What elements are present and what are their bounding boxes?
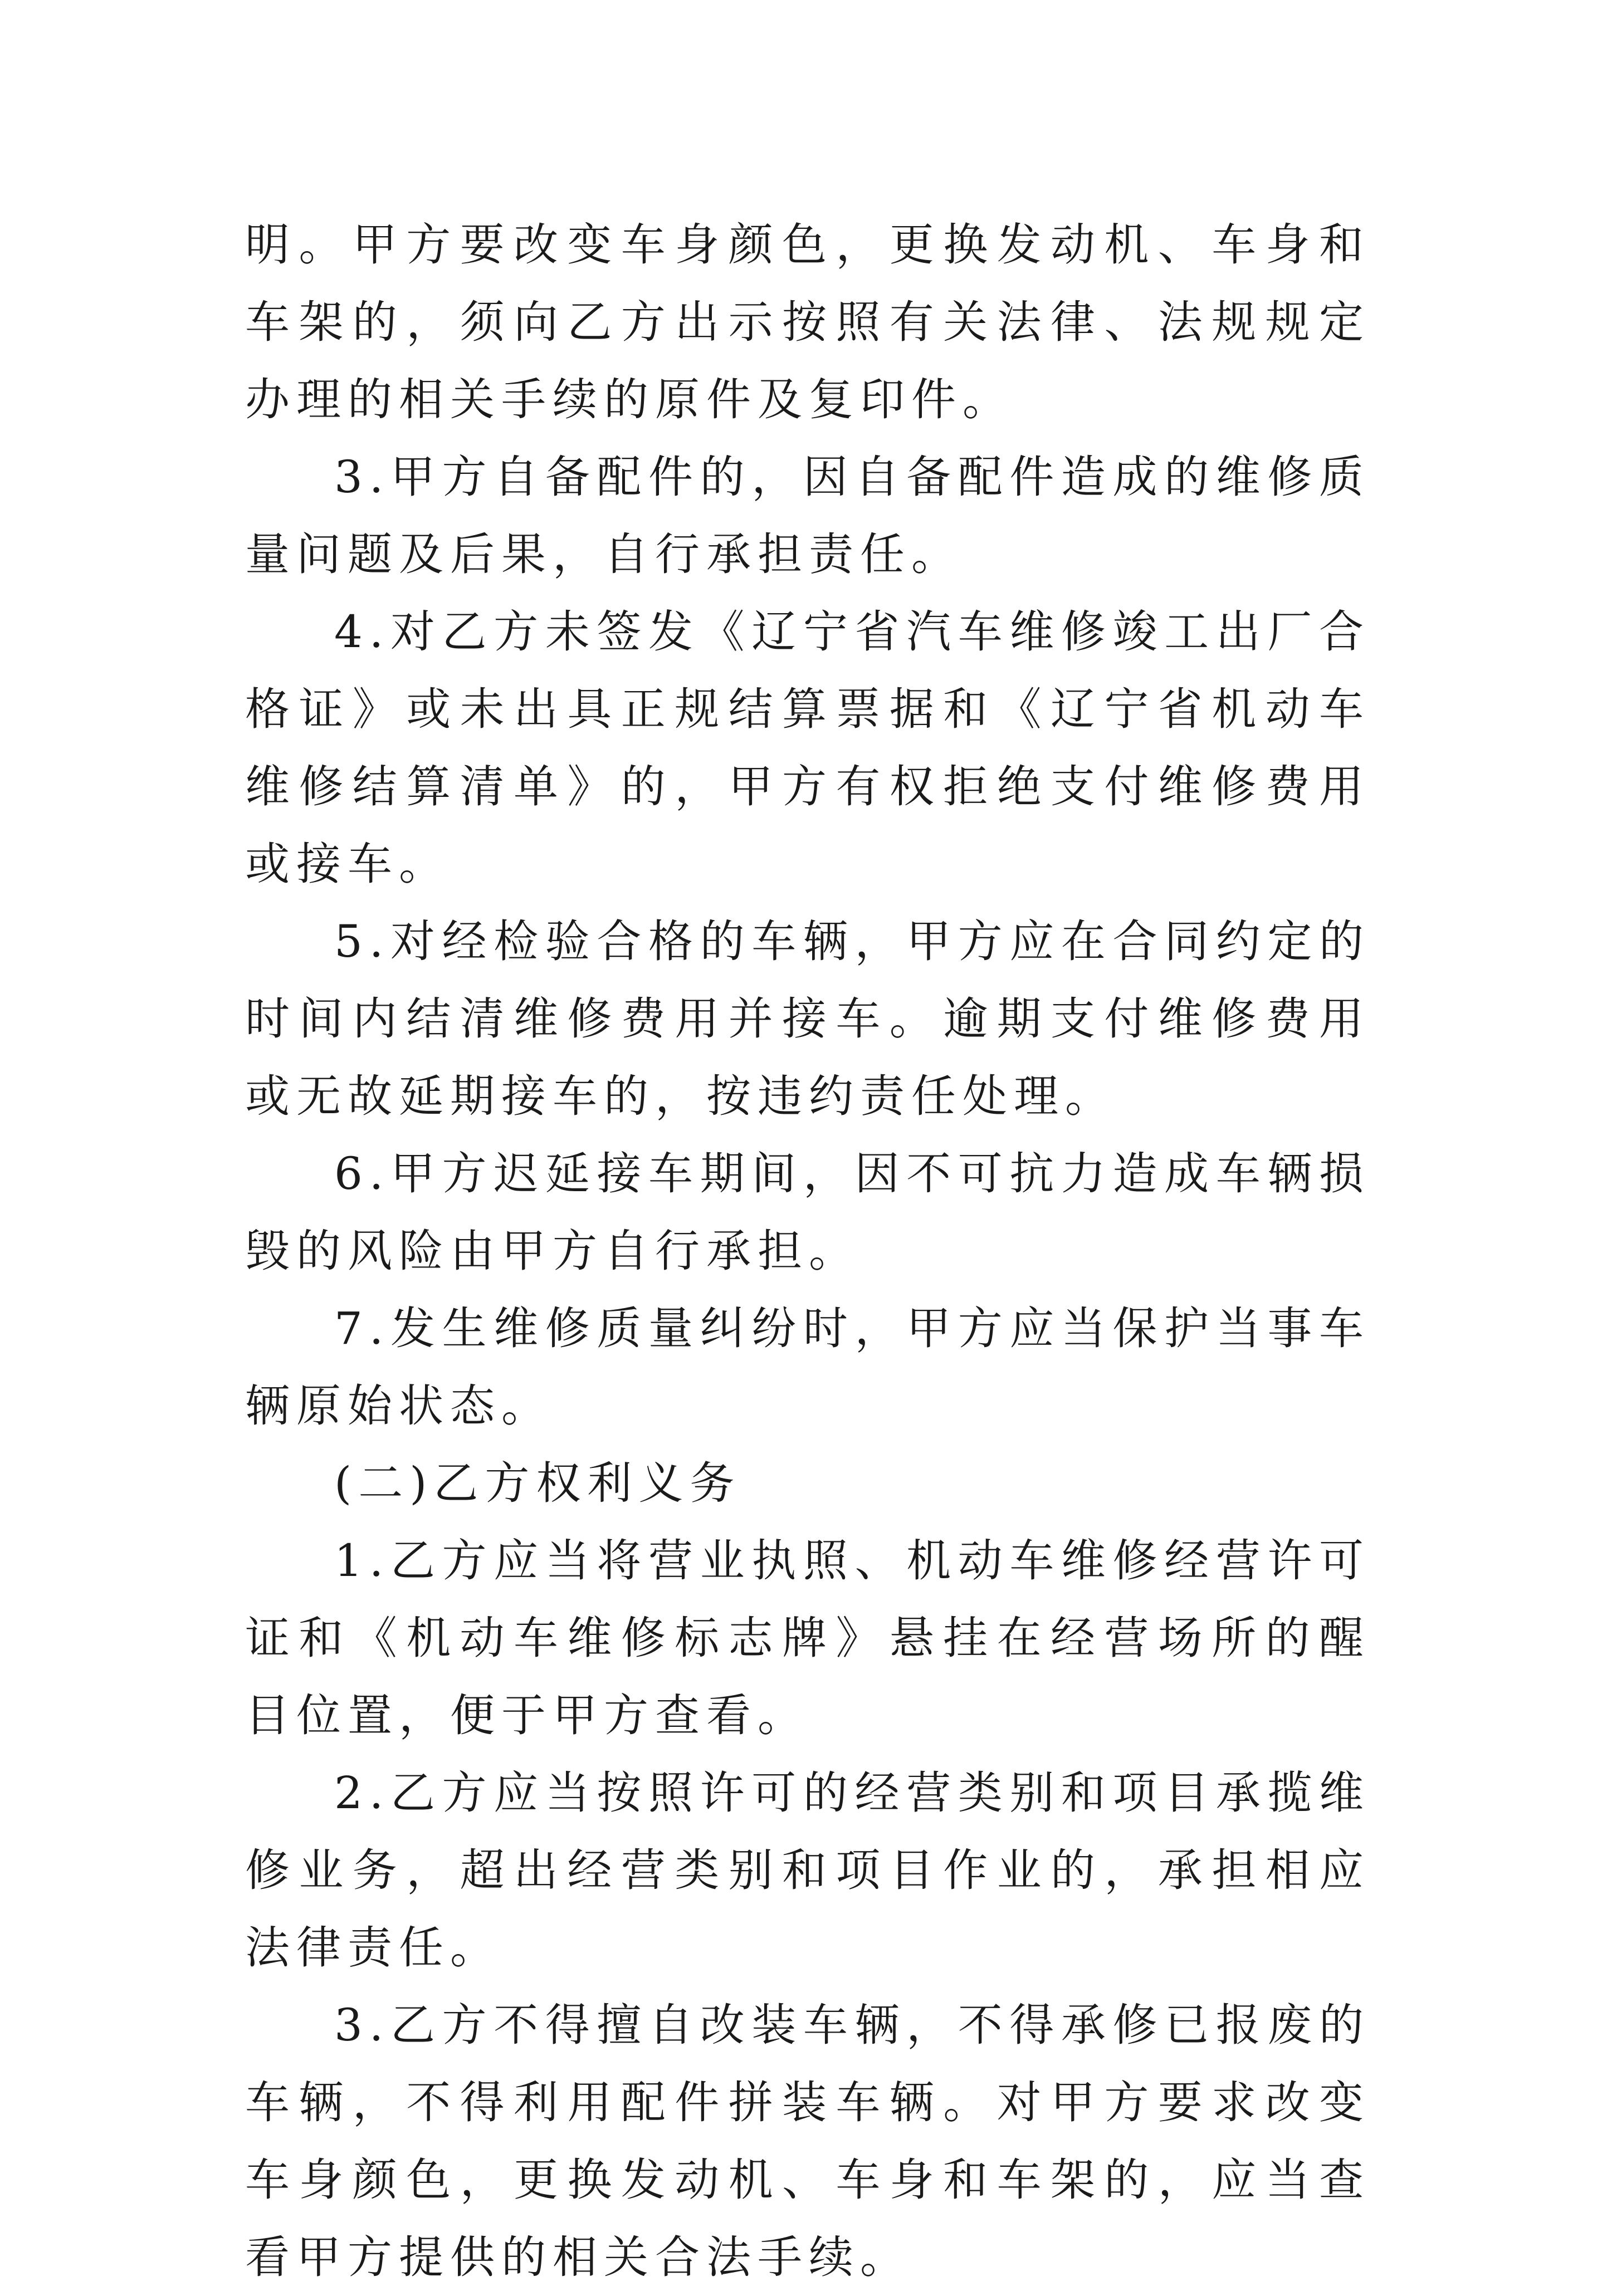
paragraph-a3: 3.甲方自备配件的，因自备配件造成的维修质量问题及后果，自行承担责任。: [245, 451, 1370, 580]
paragraph-a6: 6.甲方迟延接车期间，因不可抗力造成车辆损毁的风险由甲方自行承担。: [245, 1148, 1370, 1277]
paragraph-b3: 3.乙方不得擅自改装车辆，不得承修已报废的车辆，不得利用配件拼装车辆。对甲方要求改变车身颜色，更换发动机、车身和车架的，应当查看甲方提供的相关合法手续。: [245, 1999, 1370, 2283]
paragraph-a5: 5.对经检验合格的车辆，甲方应在合同约定的时间内结清维修费用并接车。逾期支付维修费用或无故延期接车的，按违约责任处理。: [245, 916, 1370, 1122]
paragraph-a4: 4.对乙方未签发《辽宁省汽车维修竣工出厂合格证》或未出具正规结算票据和《辽宁省机动车维修结算清单》的，甲方有权拒绝支付维修费用或接车。: [245, 606, 1370, 890]
section-heading-b: (二)乙方权利义务: [334, 1457, 741, 1509]
paragraph-b2: 2.乙方应当按照许可的经营类别和项目承揽维修业务，超出经营类别和项目作业的，承担相应法律责任。: [245, 1767, 1370, 1974]
paragraph-b1: 1.乙方应当将营业执照、机动车维修经营许可证和《机动车维修标志牌》悬挂在经营场所的醒目位置，便于甲方查看。: [245, 1535, 1370, 1741]
paragraph-a7: 7.发生维修质量纠纷时，甲方应当保护当事车辆原始状态。: [245, 1303, 1370, 1432]
document-body: [245, 206, 1370, 2296]
paragraph-continued: 明。甲方要改变车身颜色，更换发动机、车身和车架的，须向乙方出示按照有关法律、法规规定办理的相关手续的原件及复印件。: [245, 219, 1370, 425]
